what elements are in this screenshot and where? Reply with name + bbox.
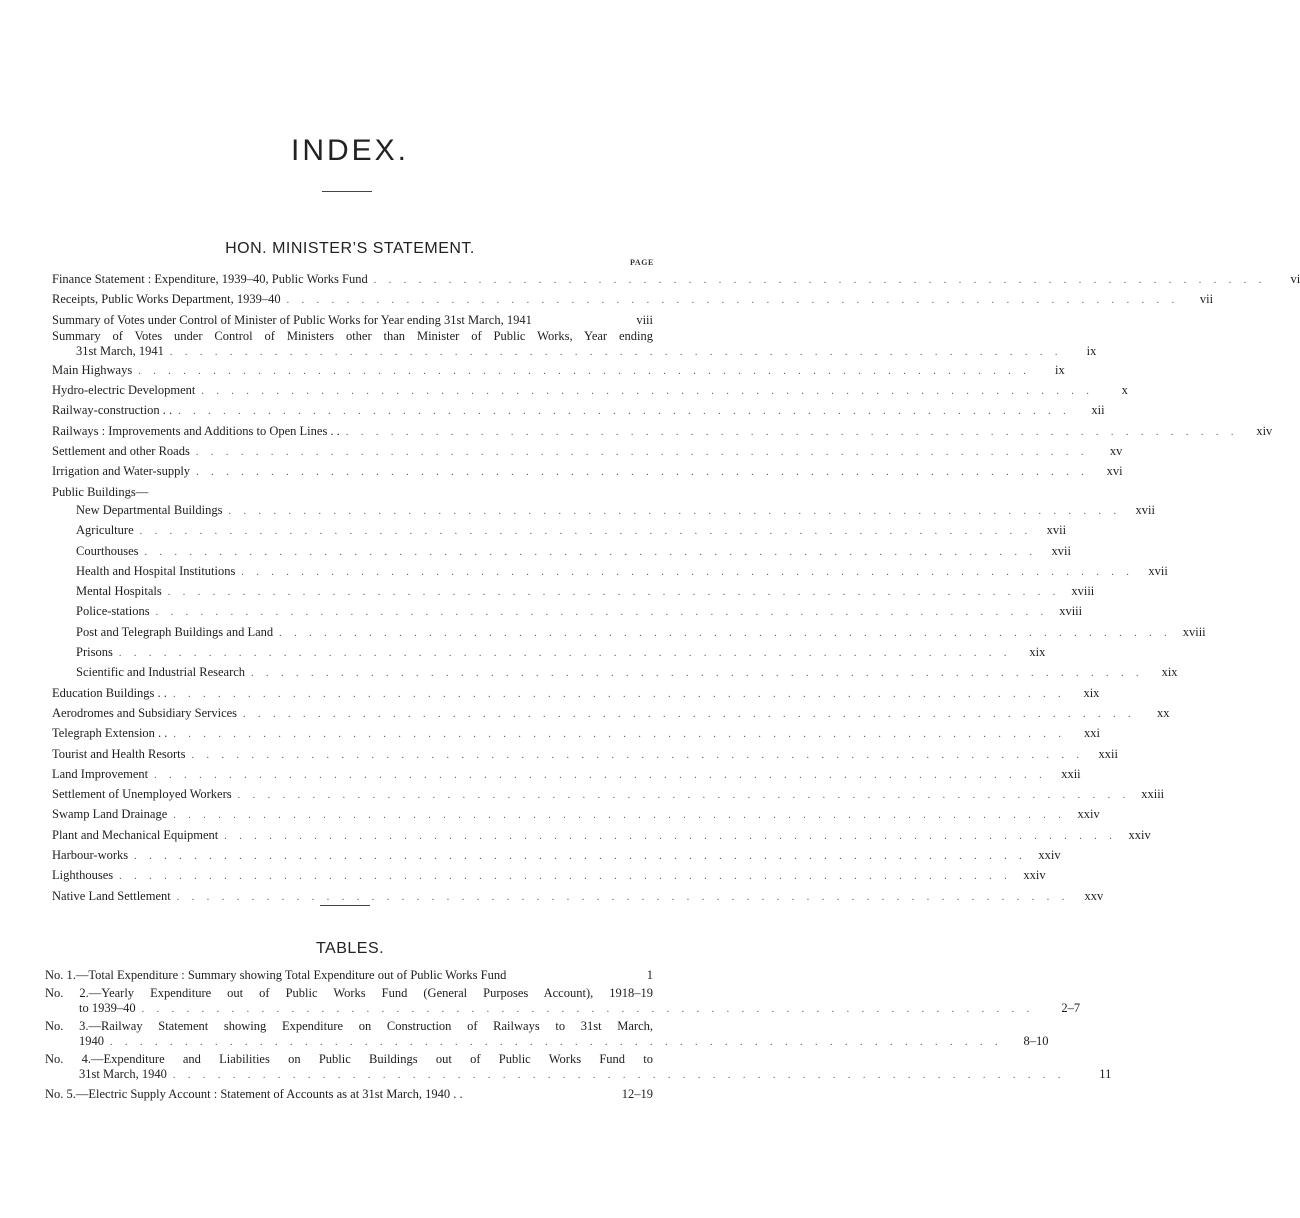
title-rule	[322, 191, 372, 192]
index-entry-title: Agriculture	[76, 523, 134, 538]
leader-dots: . . . . . . . . . . . . . . . . . . . . . . . . . . . . . . . . . . . . . . . . . . . . . . . . . . . . . . . . . . . .	[169, 347, 1063, 359]
index-entry	[52, 643, 1046, 663]
index-entry	[52, 623, 1206, 643]
index-entry	[52, 270, 1300, 290]
index-entry-title: Health and Hospital Institutions	[76, 563, 236, 578]
tables-heading: TABLES.	[315, 940, 385, 957]
index-entry-title: Railways : Improvements and Additions to Open Lines . .	[52, 423, 340, 438]
index-entry-page: xxiii	[1141, 787, 1165, 802]
table-entry-page: 11	[1099, 1067, 1112, 1081]
index-entry-page: xxiv	[1077, 807, 1100, 822]
index-entry-page: ix	[1054, 362, 1065, 377]
index-entry	[52, 745, 1118, 765]
section-rule	[320, 905, 370, 906]
index-entry	[52, 826, 1151, 846]
leader-dots: . . . . . . . . . . . . . . . . . . . . . . . . . . . . . . . . . . . . . . . . . . . . . . . . . . . . . . . . . . . .	[119, 871, 1012, 883]
index-entry	[52, 765, 1081, 785]
index-entry	[52, 582, 1095, 602]
index-entry	[52, 361, 1065, 381]
index-entry-page: viii	[636, 312, 653, 327]
page-column-label: PAGE	[629, 258, 654, 267]
leader-dots: . . . . . . . . . . . . . . . . . . . . . . . . . . . . . . . . . . . . . . . . . . . . . . . . . . . . . . . . . . . .	[155, 607, 1049, 619]
table-entry-continuation: to 1939–40	[79, 1001, 136, 1015]
index-entry	[52, 542, 1071, 562]
index-entry-title: Aerodromes and Subsidiary Services	[52, 705, 238, 720]
index-entry-title: Prisons	[76, 645, 113, 660]
index-entry-title: Finance Statement : Expenditure, 1939–40, Public Works Fund	[52, 272, 368, 286]
index-entry-title: Hydro-electric Development	[52, 383, 196, 398]
index-entry	[52, 462, 1123, 482]
index-entry-page: xxiv	[1038, 848, 1061, 863]
index-entry	[52, 290, 1214, 310]
index-entry-page: xix	[1029, 645, 1046, 660]
index-entry	[52, 724, 1100, 744]
index-entry-title: Land Improvement	[52, 766, 149, 781]
index-entry-title: Post and Telegraph Buildings and Land	[76, 624, 274, 639]
index-entry	[52, 684, 1100, 704]
index-entry	[52, 602, 1083, 622]
index-entry	[52, 785, 1165, 805]
index-entry-title: Scientific and Industrial Research	[76, 665, 246, 680]
leader-dots: . . . . . . . . . . . . . . . . . . . . . . . . . . . . . . . . . . . . . . . . . . . . . . . . . . . . . . . . . . . .	[286, 295, 1180, 307]
table-entry-line	[45, 1085, 653, 1103]
table-entry-continuation: 31st March, 1940	[79, 1067, 167, 1081]
leader-dots: . . . . . . . . . . . . . . . . . . . . . . . . . . . . . . . . . . . . . . . . . . . . . . . . . . . . . . . . . . . .	[373, 275, 1267, 286]
table-entry-title: No. 1.—Total Expenditure : Summary showing Total Expenditure out of Public Works Fund	[45, 968, 507, 982]
table-entry-title: No. 3.—Railway Statement showing Expenditure on Construction of Railways to 31st March,	[45, 1019, 653, 1033]
index-entry-title: Courthouses	[76, 543, 139, 558]
leader-dots: . . . . . . . . . . . . . . . . . . . . . . . . . . . . . . . . . . . . . . . . . . . . . . . . . . . . . . . . . . . .	[110, 1037, 1003, 1048]
leader-dots: . . . . . . . . . . . . . . . . . . . . . . . . . . . . . . . . . . . . . . . . . . . . . . . . . . . . . . . . . . . .	[172, 688, 1066, 700]
index-entry-page: xviii	[1071, 584, 1095, 599]
leader-dots: . . . . . . . . . . . . . . . . . . . . . . . . . . . . . . . . . . . . . . . . . . . . . . . . . . . . . . . . . . . .	[173, 810, 1066, 822]
leader-dots: . . . . . . . . . . . . . . . . . . . . . . . . . . . . . . . . . . . . . . . . . . . . . . . . . . . . . . . . . . . .	[195, 447, 1089, 459]
table-entry-title: No. 4.—Expenditure and Liabilities on Public Buildings out of Public Works Fund to	[45, 1052, 653, 1066]
index-title: INDEX.	[290, 134, 410, 167]
index-entry-page: xvii	[1051, 543, 1071, 558]
index-entry-title: New Departmental Buildings	[76, 502, 223, 517]
index-entry-page: xxi	[1083, 726, 1100, 741]
leader-dots: . . . . . . . . . . . . . . . . . . . . . . . . . . . . . . . . . . . . . . . . . . . . . . . . . . . . . . . . . . . .	[176, 891, 1070, 903]
table-entry-line	[45, 966, 653, 984]
table-entry	[45, 966, 653, 984]
index-entry-page: xv	[1109, 444, 1123, 459]
table-entry-page: 2–7	[1061, 1001, 1081, 1015]
index-entry	[52, 887, 1104, 907]
leader-dots: . . . . . . . . . . . . . . . . . . . . . . . . . . . . . . . . . . . . . . . . . . . . . . . . . . . . . . . . . . . .	[139, 526, 1033, 538]
index-entry-title: Native Land Settlement	[52, 888, 171, 903]
index-entry-page: x	[1121, 383, 1128, 398]
index-entry-title: Swamp Land Drainage	[52, 807, 168, 822]
index-entry-title: Plant and Mechanical Equipment	[52, 827, 219, 842]
index-entry-title: Irrigation and Water-supply	[52, 464, 191, 479]
table-entry	[45, 1052, 1112, 1083]
index-entry-continuation: 31st March, 1941	[76, 344, 164, 359]
index-entry-title: Main Highways	[52, 362, 133, 377]
index-entry-page: vi	[1290, 272, 1300, 286]
index-entry	[52, 442, 1123, 462]
index-entry	[52, 663, 1178, 683]
table-entry-continuation: 1940	[79, 1034, 104, 1048]
table-entry	[45, 1019, 1049, 1050]
table-entry-title: No. 5.—Electric Supply Account : Statement of Accounts as at 31st March, 1940 . .	[45, 1087, 463, 1101]
table-entry-line	[45, 1034, 1049, 1050]
leader-dots: . . . . . . . . . . . . . . . . . . . . . . . . . . . . . . . . . . . . . . . . . . . . . . . . . . . . . . . . . . . .	[154, 769, 1047, 781]
minister-statement-list	[52, 270, 1300, 907]
index-entry	[52, 866, 1046, 886]
index-entry	[52, 422, 1273, 442]
index-entry-title: Harbour-works	[52, 848, 129, 863]
index-entry	[52, 311, 653, 329]
index-entry	[52, 501, 1155, 521]
table-entry-page: 1	[646, 968, 653, 982]
leader-dots: . . . . . . . . . . . . . . . . . . . . . . . . . . . . . . . . . . . . . . . . . . . . . . . . . . . . . . . . . . . .	[279, 627, 1172, 639]
index-entry	[52, 344, 1097, 361]
index-entry-page: xxii	[1061, 766, 1081, 781]
index-entry-page: xvii	[1135, 502, 1155, 517]
leader-dots: . . . . . . . . . . . . . . . . . . . . . . . . . . . . . . . . . . . . . . . . . . . . . . . . . . . . . . . . . . . .	[138, 365, 1031, 377]
leader-dots: . . . . . . . . . . . . . . . . . . . . . . . . . . . . . . . . . . . . . . . . . . . . . . . . . . . . . . . . . . . .	[178, 406, 1071, 418]
leader-dots: . . . . . . . . . . . . . . . . . . . . . . . . . . . . . . . . . . . . . . . . . . . . . . . . . . . . . . . . . . . .	[167, 587, 1061, 599]
leader-dots: . . . . . . . . . . . . . . . . . . . . . . . . . . . . . . . . . . . . . . . . . . . . . . . . . . . . . . . . . . . .	[173, 729, 1066, 741]
leader-dots: . . . . . . . . . . . . . . . . . . . . . . . . . . . . . . . . . . . . . . . . . . . . . . . . . . . . . . . . . . . .	[251, 668, 1144, 680]
index-entry	[52, 704, 1170, 724]
index-entry-title: Telegraph Extension . .	[52, 726, 168, 741]
leader-dots: . . . . . . . . . . . . . . . . . . . . . . . . . . . . . . . . . . . . . . . . . . . . . . . . . . . . . . . . . . . .	[141, 1004, 1035, 1015]
index-entry-title: Public Buildings—	[52, 484, 149, 499]
index-entry-page: xiv	[1256, 423, 1273, 438]
leader-dots: . . . . . . . . . . . . . . . . . . . . . . . . . . . . . . . . . . . . . . . . . . . . . . . . . . . . . . . . . . . .	[224, 830, 1117, 842]
index-entry-page: xxiv	[1023, 868, 1046, 883]
table-entry-title: No. 2.—Yearly Expenditure out of Public Works Fund (General Purposes Account), 1918–19	[45, 986, 653, 1000]
index-entry-title: Summary of Votes under Control of Minister of Public Works for Year ending 31st March, 1941	[52, 312, 532, 327]
leader-dots: . . . . . . . . . . . . . . . . . . . . . . . . . . . . . . . . . . . . . . . . . . . . . . . . . . . . . . . . . . . .	[196, 467, 1089, 479]
table-entry-line	[45, 1001, 1081, 1017]
index-entry-page: xviii	[1059, 604, 1083, 619]
leader-dots: . . . . . . . . . . . . . . . . . . . . . . . . . . . . . . . . . . . . . . . . . . . . . . . . . . . . . . . . . . . .	[237, 790, 1131, 802]
index-entry	[52, 805, 1100, 825]
index-entry-page: xvi	[1106, 464, 1123, 479]
leader-dots: . . . . . . . . . . . . . . . . . . . . . . . . . . . . . . . . . . . . . . . . . . . . . . . . . . . . . . . . . . . .	[228, 505, 1121, 517]
leader-dots: . . . . . . . . . . . . . . . . . . . . . . . . . . . . . . . . . . . . . . . . . . . . . . . . . . . . . . . . . . . .	[134, 851, 1027, 863]
minister-statement-heading: HON. MINISTER’S STATEMENT.	[225, 240, 475, 257]
index-entry-title: Summary of Votes under Control of Ministers other than Minister of Public Works, Year ending	[52, 328, 653, 343]
leader-dots: . . . . . . . . . . . . . . . . . . . . . . . . . . . . . . . . . . . . . . . . . . . . . . . . . . . . . . . . . . . .	[243, 708, 1136, 720]
index-entry	[52, 401, 1105, 421]
index-entry-title: Mental Hospitals	[76, 584, 162, 599]
index-entry	[52, 381, 1128, 401]
table-entry	[45, 986, 1081, 1017]
index-entry-title: Settlement of Unemployed Workers	[52, 787, 232, 802]
tables-list	[45, 966, 1112, 1105]
leader-dots: . . . . . . . . . . . . . . . . . . . . . . . . . . . . . . . . . . . . . . . . . . . . . . . . . . . . . . . . . . . .	[241, 566, 1134, 578]
index-entry-page: xxiv	[1128, 827, 1151, 842]
index-entry-page: vii	[1199, 292, 1214, 307]
index-entry-page: xxv	[1084, 888, 1104, 903]
index-entry-page: xx	[1157, 705, 1170, 720]
leader-dots: . . . . . . . . . . . . . . . . . . . . . . . . . . . . . . . . . . . . . . . . . . . . . . . . . . . . . . . . . . . .	[118, 648, 1012, 660]
table-entry-page: 12–19	[621, 1087, 653, 1101]
leader-dots: . . . . . . . . . . . . . . . . . . . . . . . . . . . . . . . . . . . . . . . . . . . . . . . . . . . . . . . . . . . .	[201, 386, 1094, 398]
index-entry-title: Tourist and Health Resorts	[52, 746, 186, 761]
index-entry-page: xix	[1161, 665, 1178, 680]
index-entry-page: ix	[1086, 344, 1097, 359]
index-entry-title: Education Buildings . .	[52, 685, 167, 700]
leader-dots: . . . . . . . . . . . . . . . . . . . . . . . . . . . . . . . . . . . . . . . . . . . . . . . . . . . . . . . . . . . .	[172, 1070, 1066, 1081]
leader-dots: . . . . . . . . . . . . . . . . . . . . . . . . . . . . . . . . . . . . . . . . . . . . . . . . . . . . . . . . . . . .	[144, 546, 1037, 558]
index-entry-page: xix	[1083, 685, 1100, 700]
leader-dots: . . . . . . . . . . . . . . . . . . . . . . . . . . . . . . . . . . . . . . . . . . . . . . . . . . . . . . . . . . . .	[345, 426, 1239, 438]
index-entry-page: xvii	[1046, 523, 1067, 538]
index-entry-title: Receipts, Public Works Department, 1939–40	[52, 292, 281, 307]
index-entry-page: xviii	[1182, 624, 1206, 639]
index-entry	[52, 846, 1061, 866]
leader-dots: . . . . . . . . . . . . . . . . . . . . . . . . . . . . . . . . . . . . . . . . . . . . . . . . . . . . . . . . . . . .	[191, 749, 1084, 761]
index-entry-title: Settlement and other Roads	[52, 444, 190, 459]
table-entry	[45, 1085, 653, 1103]
index-entry	[52, 483, 653, 501]
index-entry-page: xvii	[1148, 563, 1168, 578]
index-entry-page: xii	[1091, 403, 1105, 418]
table-entry-page: 8–10	[1023, 1034, 1049, 1048]
index-entry-title: Lighthouses	[52, 868, 114, 883]
index-entry	[52, 521, 1067, 541]
table-entry-line	[45, 1067, 1112, 1083]
index-entry-page: xxii	[1098, 746, 1118, 761]
index-entry-title: Police-stations	[76, 604, 150, 619]
index-entry-title: Railway-construction . .	[52, 403, 173, 418]
index-entry	[52, 562, 1168, 582]
